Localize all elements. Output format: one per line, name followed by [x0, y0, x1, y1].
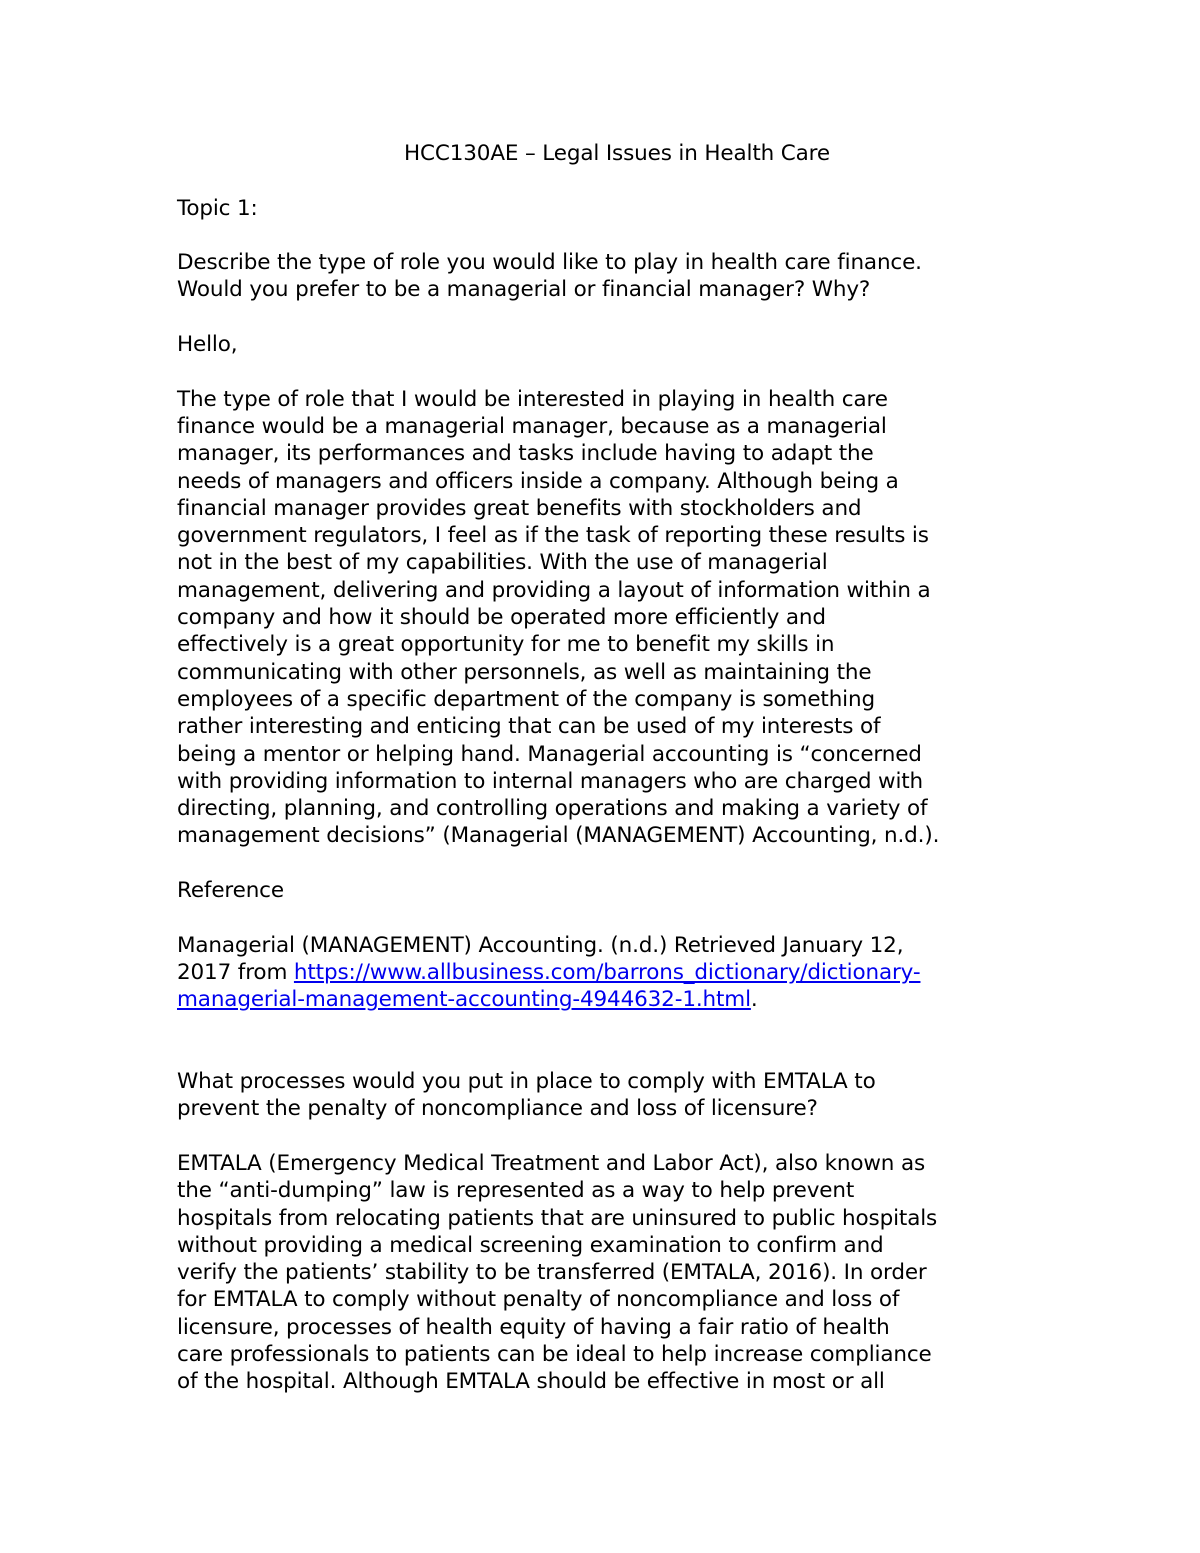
blank-line	[177, 1041, 1057, 1068]
question-1-line: Describe the type of role you would like to play in health care finance.	[177, 250, 922, 276]
answer-1-line: employees of a specific department of the company is something	[177, 686, 875, 712]
document-body	[177, 140, 1057, 1423]
answer-1-line: management decisions” (Managerial (MANAGEMENT) Accounting, n.d.).	[177, 823, 940, 849]
question-2	[177, 1068, 1057, 1123]
answer-1-line: manager, its performances and tasks include having to adapt the	[177, 441, 874, 467]
answer-1-line: rather interesting and enticing that can be used of my interests of	[177, 714, 881, 740]
answer-1-line: government regulators, I feel as if the task of reporting these results is	[177, 523, 929, 549]
answer-1-line: needs of managers and officers inside a company. Although being a	[177, 468, 899, 494]
reference-heading: Reference	[177, 878, 284, 904]
answer-1-line: communicating with other personnels, as well as maintaining the	[177, 659, 872, 685]
reference-prefix: 2017 from	[177, 959, 294, 985]
document-title: HCC130AE – Legal Issues in Health Care	[404, 141, 830, 166]
reference-text: Managerial (MANAGEMENT) Accounting. (n.d.) Retrieved January 12,	[177, 932, 904, 958]
reference-link-part: managerial-management-accounting-4944632-1.html	[177, 987, 751, 1013]
answer-2-line: EMTALA (Emergency Medical Treatment and Labor Act), also known as	[177, 1150, 926, 1176]
reference-link-part: https://www.allbusiness.com/barrons_dictionary/dictionary-	[293, 959, 921, 985]
greeting: Hello,	[177, 332, 238, 358]
answer-2-line: hospitals from relocating patients that are uninsured to public hospitals	[177, 1205, 938, 1231]
answer-2-line: verify the patients’ stability to be transferred (EMTALA, 2016). In order	[177, 1260, 927, 1286]
answer-1-line: with providing information to internal managers who are charged with	[177, 768, 924, 794]
answer-1-paragraph	[177, 386, 1057, 850]
answer-2-line: care professionals to patients can be ideal to help increase compliance	[177, 1342, 932, 1368]
answer-1-line: company and how it should be operated more efficiently and	[177, 605, 826, 631]
answer-1-line: effectively is a great opportunity for me to benefit my skills in	[177, 632, 835, 658]
answer-2-line: licensure, processes of health equity of having a fair ratio of health	[177, 1314, 890, 1340]
answer-1-line: not in the best of my capabilities. With the use of managerial	[177, 550, 828, 576]
reference-suffix: .	[750, 987, 758, 1013]
topic-heading: Topic 1:	[177, 195, 258, 221]
answer-2-line: the “anti-dumping” law is represented as a way to help prevent	[177, 1178, 855, 1204]
answer-1-line: being a mentor or helping hand. Managerial accounting is “concerned	[177, 741, 922, 767]
question-2-line: What processes would you put in place to comply with EMTALA to	[177, 1069, 876, 1095]
answer-1-line: management, delivering and providing a layout of information within a	[177, 577, 931, 603]
answer-2-paragraph	[177, 1150, 1057, 1396]
answer-1-line: The type of role that I would be interested in playing in health care	[177, 386, 888, 412]
answer-2-line: for EMTALA to comply without penalty of noncompliance and loss of	[177, 1287, 900, 1313]
answer-1-line: finance would be a managerial manager, because as a managerial	[177, 413, 887, 439]
answer-1-line: directing, planning, and controlling operations and making a variety of	[177, 796, 928, 822]
answer-2-line: of the hospital. Although EMTALA should be effective in most or all	[177, 1369, 885, 1395]
question-1	[177, 249, 1057, 304]
question-1-line: Would you prefer to be a managerial or financial manager? Why?	[177, 277, 871, 303]
answer-1-line: financial manager provides great benefits with stockholders and	[177, 495, 862, 521]
reference-entry	[177, 932, 1057, 1014]
question-2-line: prevent the penalty of noncompliance and loss of licensure?	[177, 1096, 818, 1122]
answer-2-line: without providing a medical screening examination to confirm and	[177, 1232, 884, 1258]
